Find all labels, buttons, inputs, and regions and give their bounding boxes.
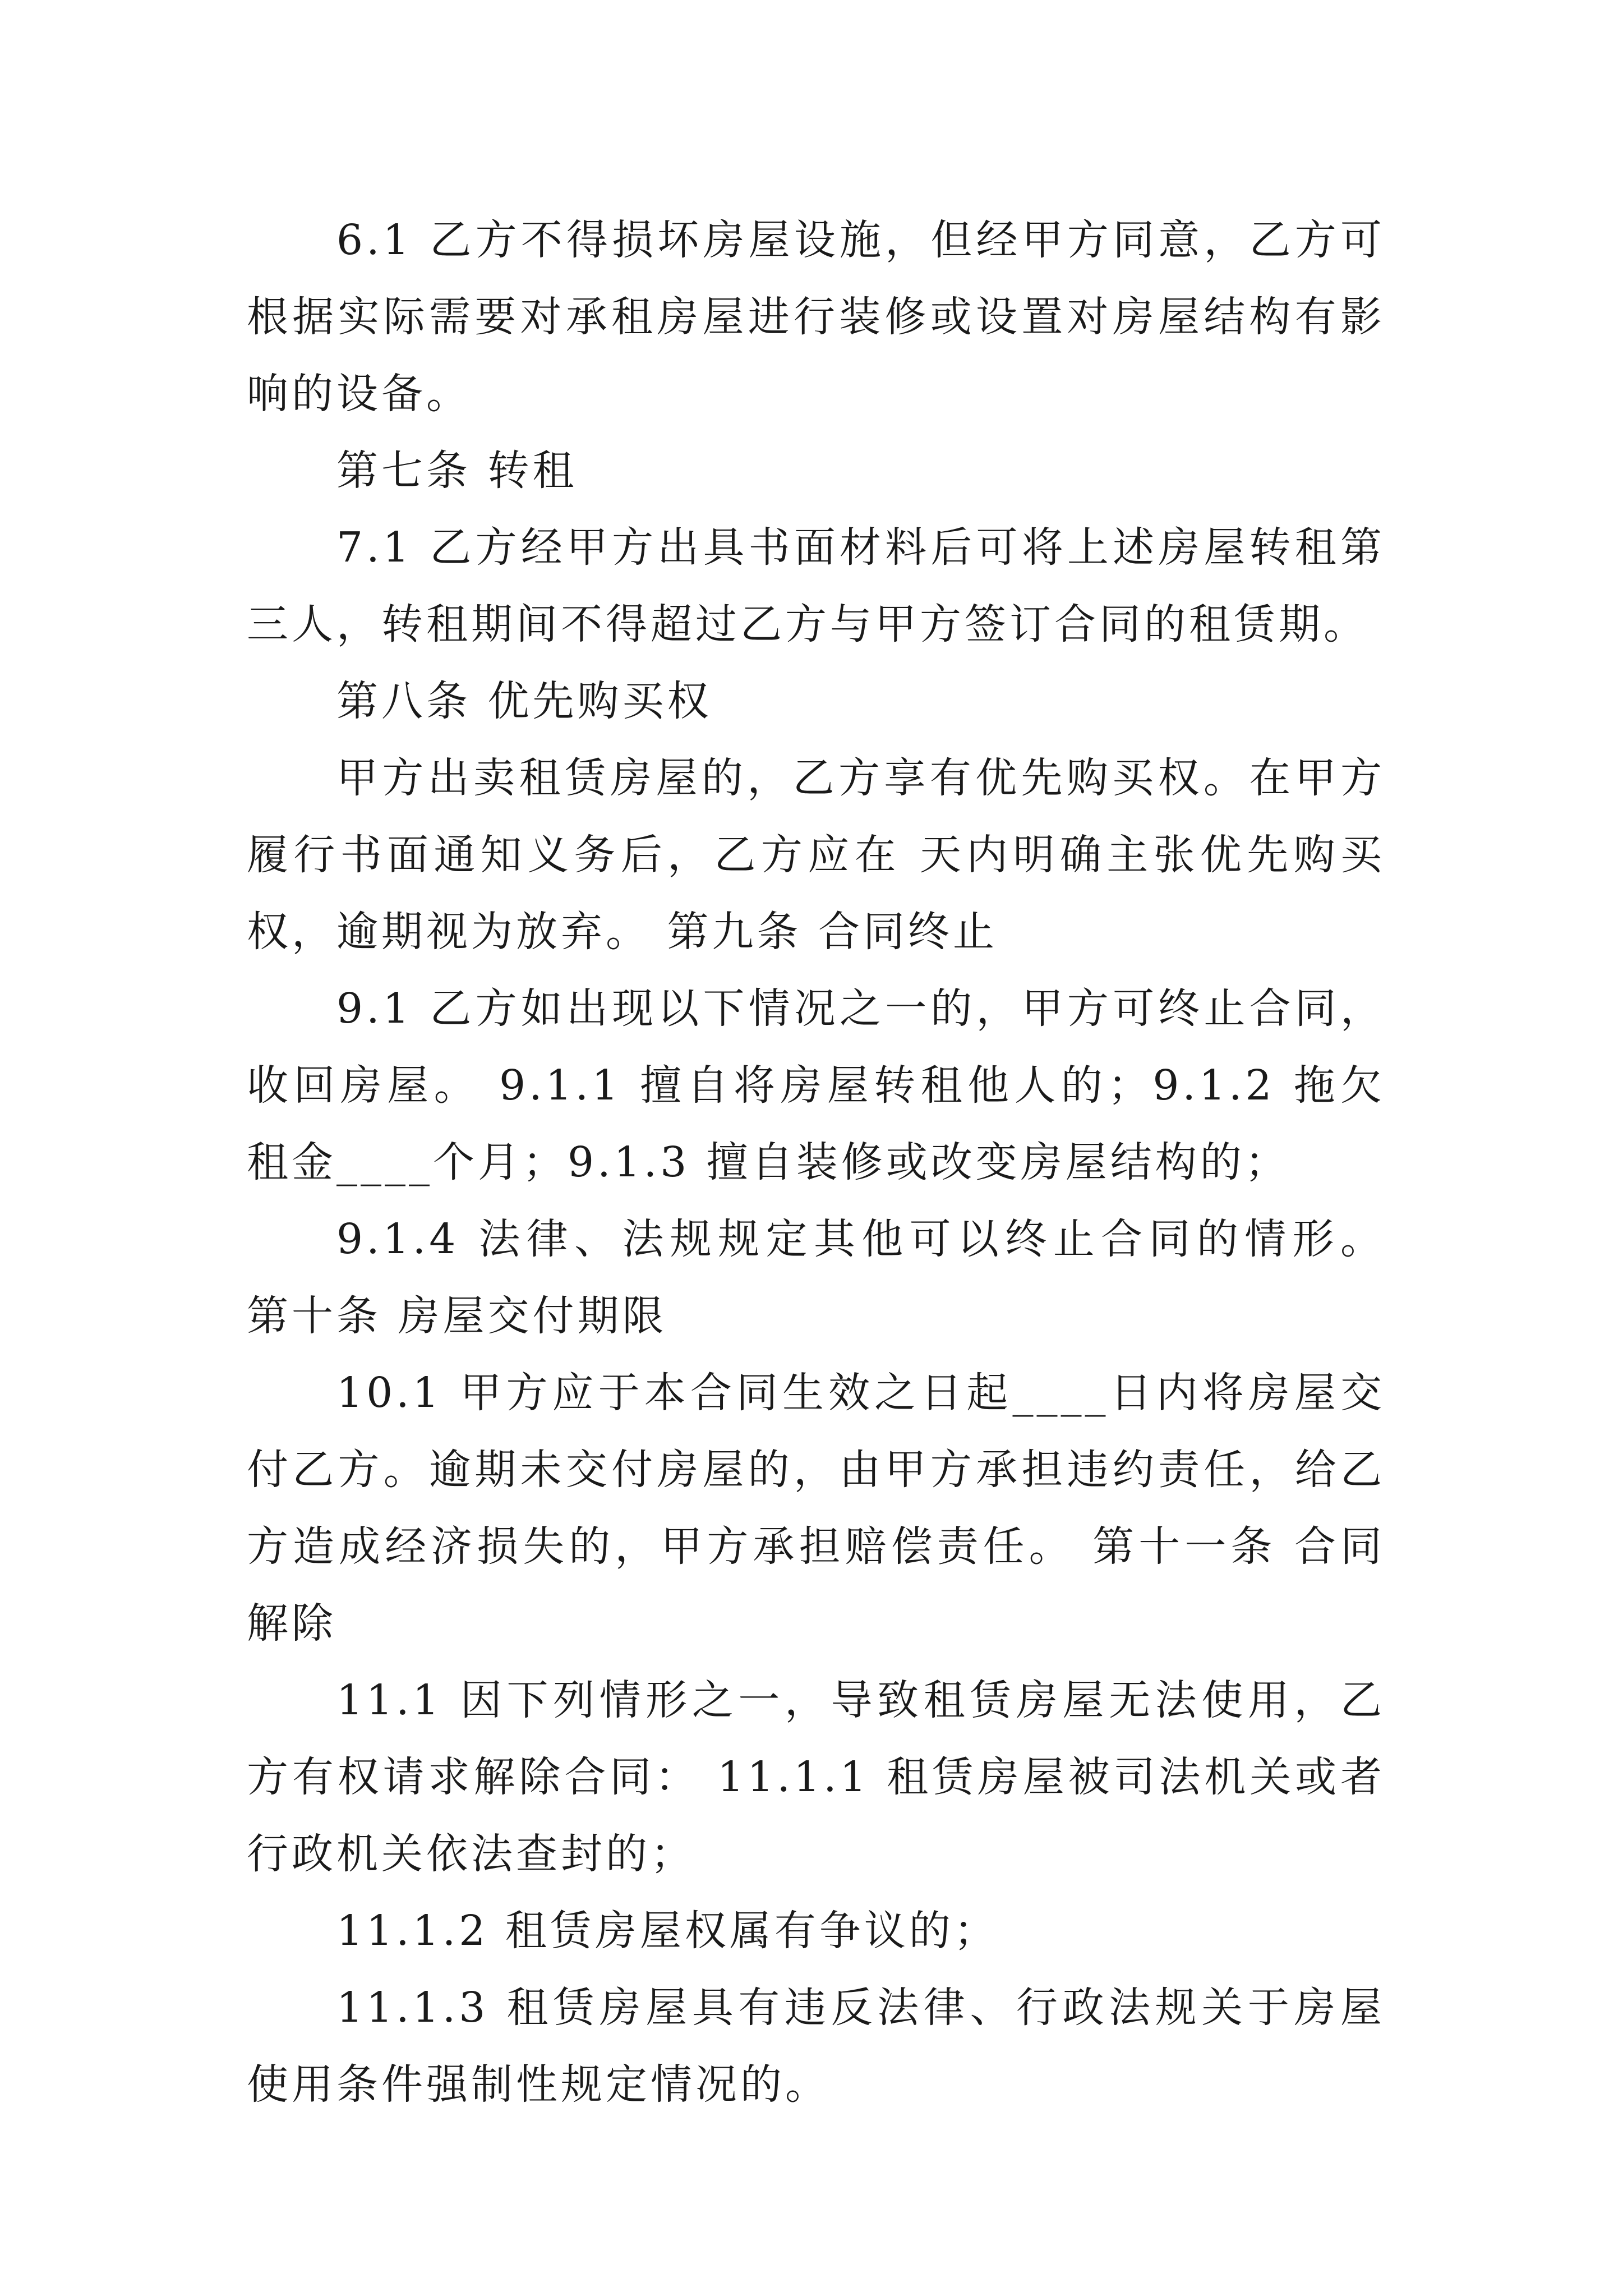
document-body — [247, 202, 1385, 2123]
paragraph-7-1: 7.1 乙方经甲方出具书面材料后可将上述房屋转租第三人，转租期间不得超过乙方与甲方签订合同的租赁期。 — [247, 523, 1385, 648]
heading-article-7: 第七条 转租 — [336, 447, 578, 495]
paragraph-9-1: 9.1 乙方如出现以下情况之一的，甲方可终止合同，收回房屋。 9.1.1 擅自将房屋转租他人的；9.1.2 拖欠租金____个月；9.1.3 擅自装修或改变房屋结构的； — [247, 984, 1385, 1186]
paragraph-11-1: 11.1 因下列情形之一，导致租赁房屋无法使用，乙方有权请求解除合同： 11.1.1 租赁房屋被司法机关或者行政机关依法查封的； — [247, 1676, 1385, 1878]
paragraph-11-1-3: 11.1.3 租赁房屋具有违反法律、行政法规关于房屋使用条件强制性规定情况的。 — [247, 1984, 1385, 2109]
paragraph-article-8: 甲方出卖租赁房屋的，乙方享有优先购买权。在甲方履行书面通知义务后，乙方应在 天内明确主张优先购买权，逾期视为放弃。 第九条 合同终止 — [247, 754, 1385, 956]
paragraph-10-1: 10.1 甲方应于本合同生效之日起____日内将房屋交付乙方。逾期未交付房屋的，由甲方承担违约责任，给乙方造成经济损失的，甲方承担赔偿责任。 第十一条 合同解除 — [247, 1369, 1385, 1648]
paragraph-9-1-4: 9.1.4 法律、法规规定其他可以终止合同的情形。 第十条 房屋交付期限 — [247, 1215, 1385, 1340]
paragraph-6-1: 6.1 乙方不得损坏房屋设施，但经甲方同意，乙方可根据实际需要对承租房屋进行装修或设置对房屋结构有影响的设备。 — [247, 216, 1385, 418]
heading-article-8: 第八条 优先购买权 — [336, 677, 712, 725]
paragraph-11-1-2: 11.1.2 租赁房屋权属有争议的； — [336, 1907, 999, 1955]
